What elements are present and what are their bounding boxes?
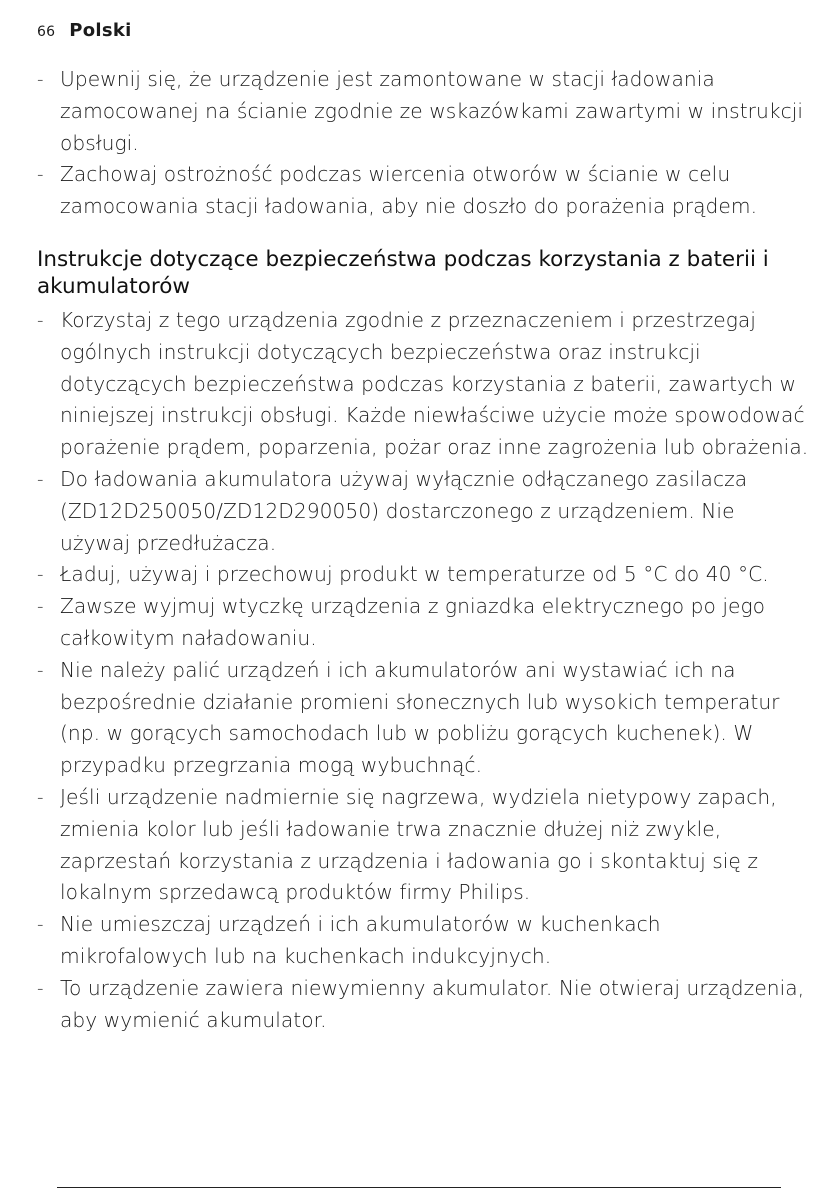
list-item-text: Ładuj, używaj i przechowuj produkt w temperaturze od 5 °C do 40 °C. (60, 562, 769, 587)
dash-bullet: - (37, 468, 44, 490)
dash-bullet: - (37, 786, 44, 808)
dash-bullet: - (37, 564, 44, 586)
list-item (37, 655, 811, 782)
dash-bullet: - (37, 164, 44, 186)
list-item-text: Nie należy palić urządzeń i ich akumulatorów ani wystawiać ich na bezpośrednie działanie promieni słonecznych lub wysokich temperatur (np. w gorących samochodach lub w pobliżu gorących kuchenek). W przypadku przegrzania mogą wybuchnąć. (60, 657, 780, 778)
dash-bullet: - (37, 69, 44, 90)
list-item (37, 559, 811, 591)
page-header (37, 20, 132, 41)
list-item-text: To urządzenie zawiera niewymienny akumulator. Nie otwieraj urządzenia, aby wymienić akumulator. (60, 975, 805, 1032)
list-item (37, 591, 811, 655)
list-item (37, 782, 811, 909)
list-item (37, 973, 811, 1037)
dash-bullet: - (37, 309, 44, 331)
dash-bullet: - (37, 596, 44, 618)
page-language-label: Polski (69, 20, 132, 41)
list-item (37, 909, 811, 973)
intro-list (37, 64, 811, 223)
list-item-text: Upewnij się, że urządzenie jest zamontowane w stacji ładowania zamocowanej na ścianie zgodnie ze wskazówkami zawartymi w instrukcji obsługi. (60, 67, 804, 155)
list-item-text: Jeśli urządzenie nadmiernie się nagrzewa, wydziela nietypowy zapach, zmienia kolor lub jeśli ładowanie trwa znacznie dłużej niż zwykle, zaprzestań korzystania z urządzenia i ładowania go i skontaktuj się z lokalnym sprzedawcą produktów firmy Philips. (60, 784, 777, 905)
page-content (37, 64, 811, 1036)
dash-bullet: - (37, 914, 44, 936)
list-item-text: Zachowaj ostrożność podczas wiercenia otworów w ścianie w celu zamocowania stacji ładowania, aby nie doszło do porażenia prądem. (60, 162, 758, 219)
list-item-text: Nie umieszczaj urządzeń i ich akumulatorów w kuchenkach mikrofalowych lub na kuchenkach indukcyjnych. (60, 912, 661, 968)
footer-divider (57, 1187, 781, 1188)
list-item (37, 464, 811, 559)
list-item (37, 159, 811, 223)
list-item-text: Do ładowania akumulatora używaj wyłącznie odłączanego zasilacza (ZD12D250050/ZD12D290050) dostarczonego z urządzeniem. Nie używaj przedłużacza. (60, 466, 748, 555)
section-heading: Instrukcje dotyczące bezpieczeństwa podczas korzystania z baterii i akumulatorów (37, 246, 769, 299)
battery-safety-list (37, 305, 811, 1036)
dash-bullet: - (37, 977, 44, 999)
list-item (37, 305, 811, 464)
page-number: 66 (37, 24, 56, 40)
list-item-text: Zawsze wyjmuj wtyczkę urządzenia z gniazdka elektrycznego po jego całkowitym naładowaniu. (60, 594, 766, 650)
dash-bullet: - (37, 659, 44, 681)
list-item-text: Korzystaj z tego urządzenia zgodnie z przeznaczeniem i przestrzegaj ogólnych instrukcji dotyczących bezpieczeństwa oraz instrukcji dotyczących bezpieczeństwa podczas korzystania z baterii, zawartych w niniejszej instrukcji obsługi. Każde niewłaściwe użycie może spowodować porażenie prądem, poparzenia, pożar oraz inne zagrożenia lub obrażenia. (60, 307, 809, 460)
list-item (37, 64, 811, 159)
